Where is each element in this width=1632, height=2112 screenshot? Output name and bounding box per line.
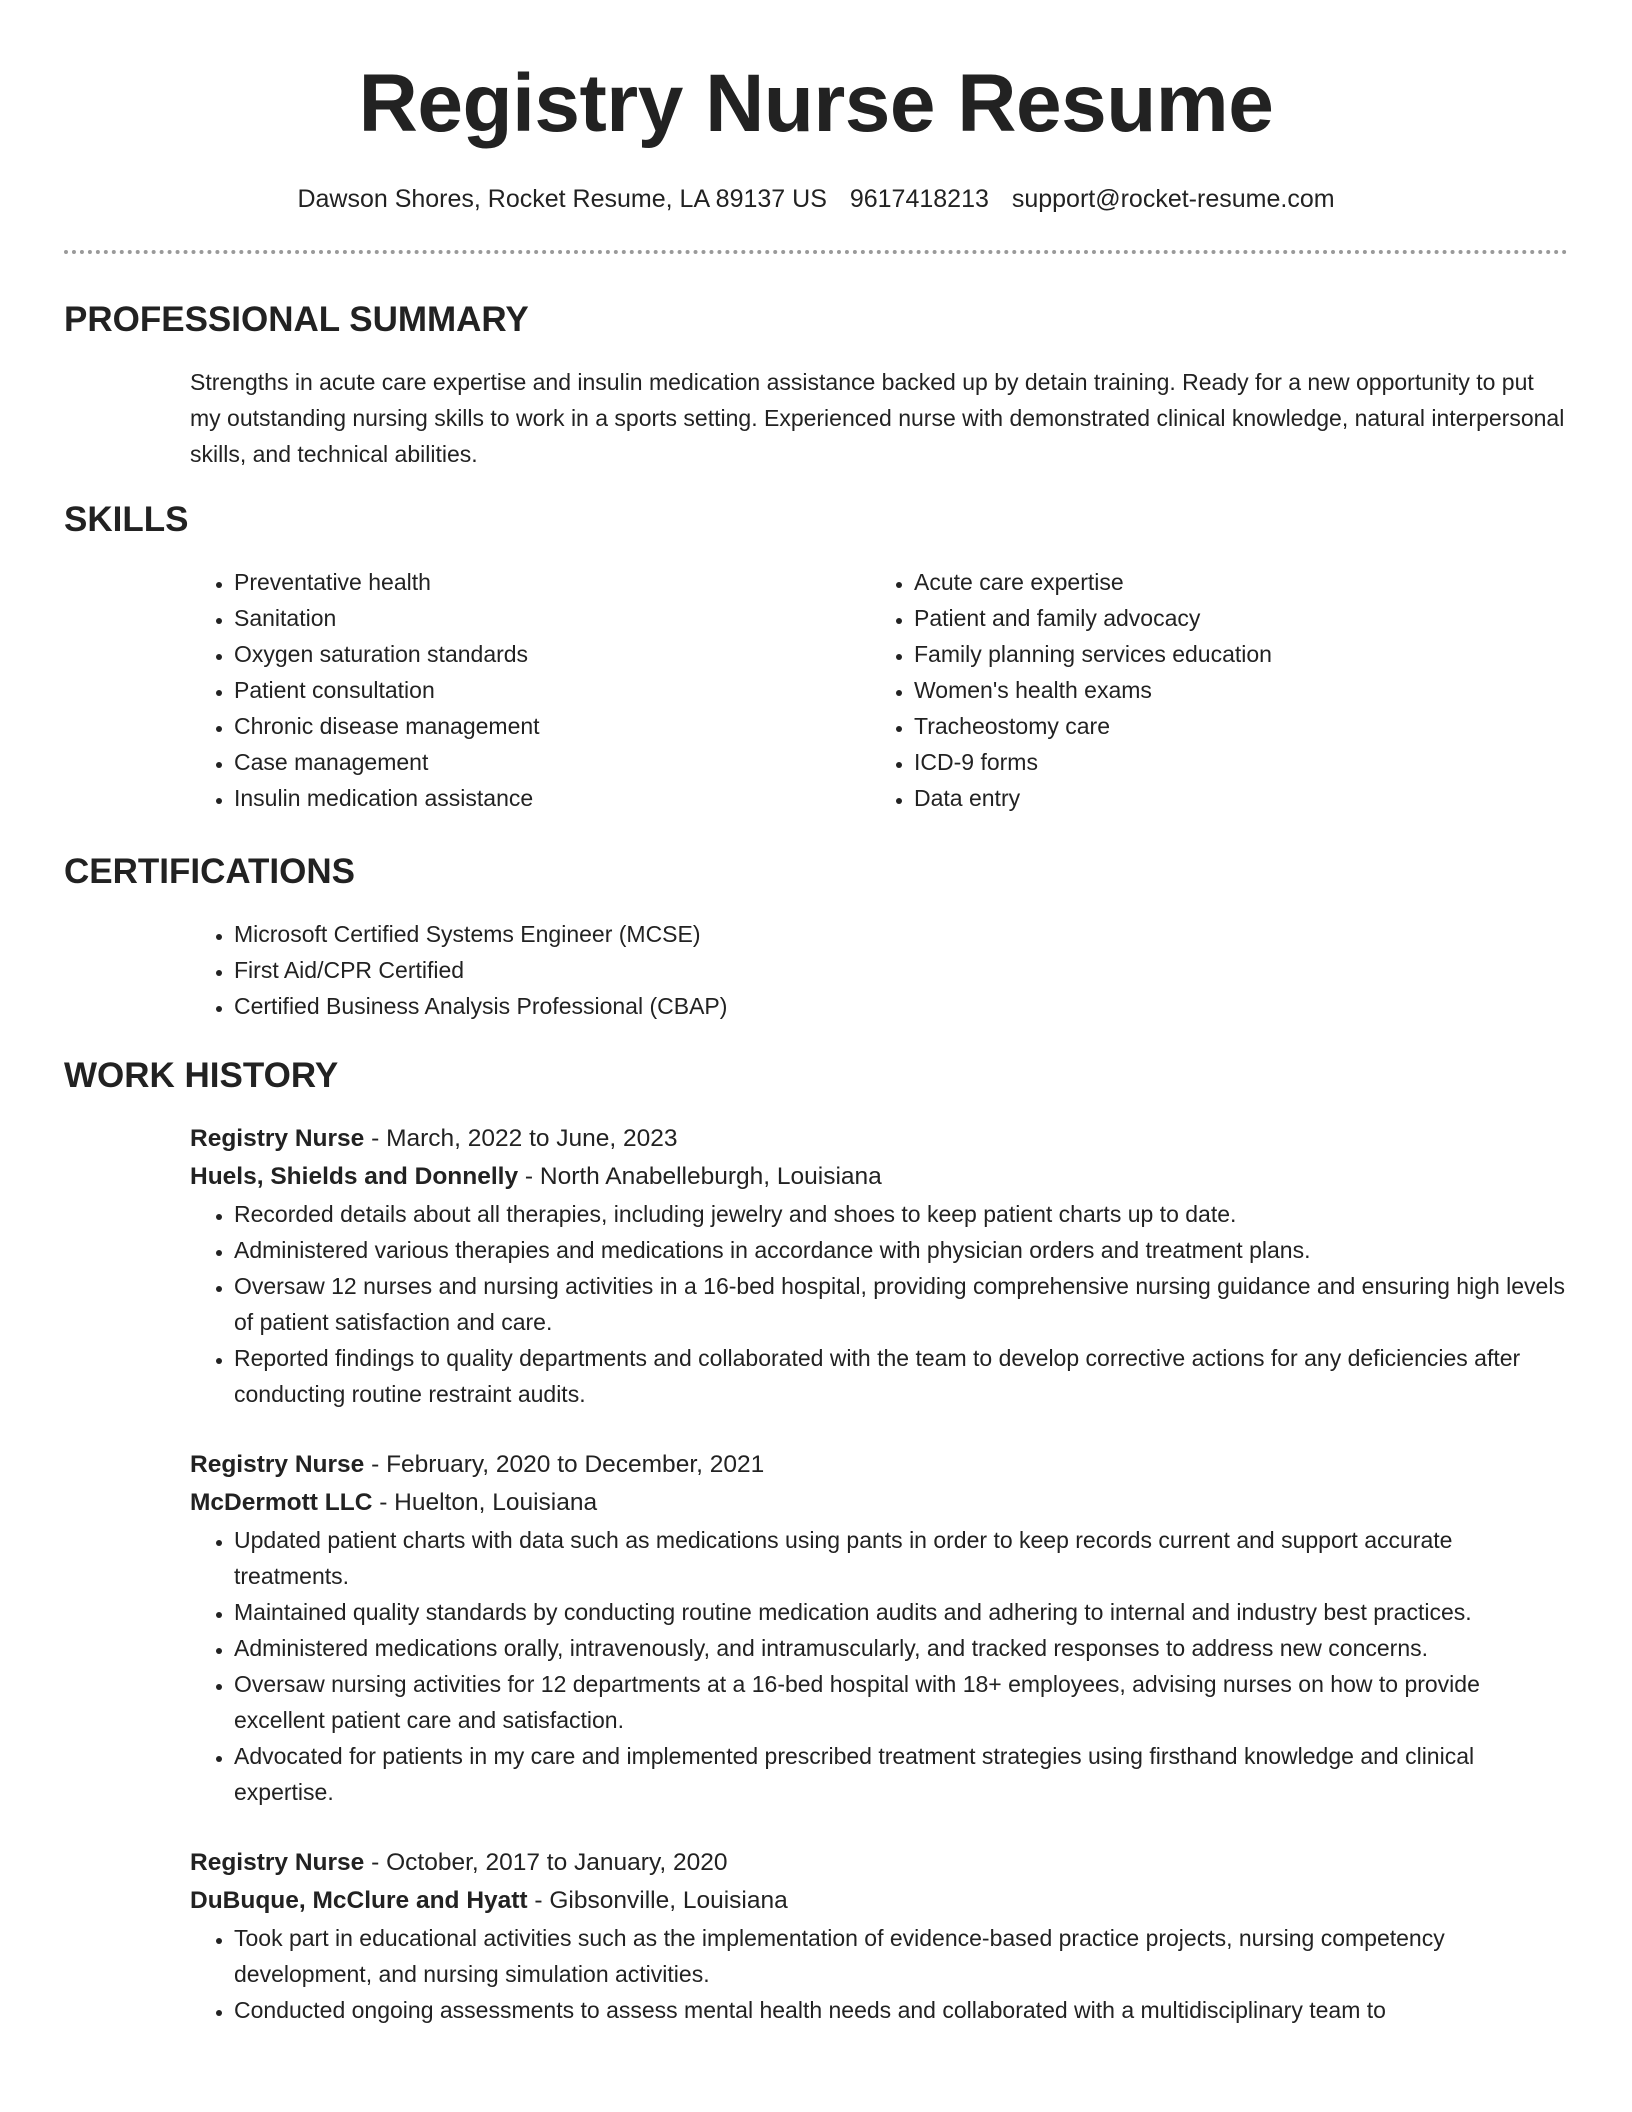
work-history-heading: WORK HISTORY: [64, 1056, 339, 1095]
job-separator: -: [364, 1125, 387, 1152]
job-bullet: • Updated patient charts with data such as medications using pants in order to keep records current and support accurate treatments.: [234, 1522, 1568, 1594]
job-entry: [190, 1120, 1568, 1412]
skill-item: • Women's health exams: [914, 672, 1550, 708]
skill-item: • Chronic disease management: [234, 708, 870, 744]
job-title: Registry Nurse: [190, 1451, 365, 1478]
skills-column-right: [870, 564, 1550, 816]
certification-item: • Certified Business Analysis Professional (CBAP): [234, 988, 1568, 1024]
summary-heading: PROFESSIONAL SUMMARY: [64, 300, 529, 339]
job-bullet: • Maintained quality standards by conducting routine medication audits and adhering to internal and industry best practices.: [234, 1594, 1568, 1630]
skills-heading: SKILLS: [64, 500, 189, 539]
job-title: Registry Nurse: [190, 1125, 365, 1152]
certification-item: • Microsoft Certified Systems Engineer (MCSE): [234, 916, 1568, 952]
job-location: North Anabelleburgh, Louisiana: [539, 1163, 882, 1190]
summary-text: Strengths in acute care expertise and insulin medication assistance backed up by detain training. Ready for a new opportunity to put my outstanding nursing skills to work in a sports setting. Experienced nurse with demonstrated clinical knowledge, natural interpersonal skills, and technical abilities.: [190, 369, 1565, 467]
job-separator: -: [364, 1849, 387, 1876]
contact-address: Dawson Shores, Rocket Resume, LA 89137 US: [297, 185, 827, 213]
skill-item: • Data entry: [914, 780, 1550, 816]
job-dates: March, 2022 to June, 2023: [386, 1125, 678, 1152]
certifications-list-wrap: [190, 916, 1568, 1024]
job-bullet: • Oversaw 12 nurses and nursing activities in a 16-bed hospital, providing comprehensive nursing guidance and ensuring high levels of patient satisfaction and care.: [234, 1268, 1568, 1340]
skills-section: [64, 498, 1568, 816]
resume-title: Registry Nurse Resume: [358, 58, 1274, 149]
skills-column-left: [190, 564, 870, 816]
job-entry: [190, 1844, 1568, 2028]
job-bullet: • Recorded details about all therapies, including jewelry and shoes to keep patient charts up to date.: [234, 1196, 1568, 1232]
skill-item: • Patient and family advocacy: [914, 600, 1550, 636]
job-title-line: [190, 1446, 1568, 1484]
summary-section: [64, 298, 1568, 472]
skill-item: • Sanitation: [234, 600, 870, 636]
skill-item: • Tracheostomy care: [914, 708, 1550, 744]
skills-columns: [190, 564, 1568, 816]
job-separator: -: [527, 1887, 550, 1914]
job-bullet: • Reported findings to quality departments and collaborated with the team to develop corrective actions for any deficiencies after conducting routine restraint audits.: [234, 1340, 1568, 1412]
contact-line: [64, 182, 1568, 216]
job-title-line: [190, 1120, 1568, 1158]
job-title-line: [190, 1844, 1568, 1882]
job-bullet: • Took part in educational activities such as the implementation of evidence-based practice projects, nursing competency development, and nursing simulation activities.: [234, 1920, 1568, 1992]
contact-phone: 9617418213: [849, 185, 989, 213]
job-company-line: [190, 1484, 1568, 1522]
job-bullet: • Oversaw nursing activities for 12 departments at a 16-bed hospital with 18+ employees, advising nurses on how to provide excellent patient care and satisfaction.: [234, 1666, 1568, 1738]
job-location: Gibsonville, Louisiana: [549, 1887, 788, 1914]
skills-list-left: [190, 564, 870, 816]
contact-email: support@rocket-resume.com: [1011, 185, 1335, 213]
skill-item: • Patient consultation: [234, 672, 870, 708]
skill-item: • Insulin medication assistance: [234, 780, 870, 816]
certifications-heading: CERTIFICATIONS: [64, 852, 356, 891]
skill-item: • Oxygen saturation standards: [234, 636, 870, 672]
skills-list-right: [870, 564, 1550, 816]
job-bullet: • Administered various therapies and medications in accordance with physician orders and treatment plans.: [234, 1232, 1568, 1268]
job-entry: [190, 1446, 1568, 1810]
job-bullets: [190, 1196, 1568, 1412]
job-company: Huels, Shields and Donnelly: [190, 1163, 519, 1190]
job-location: Huelton, Louisiana: [394, 1489, 598, 1516]
job-dates: October, 2017 to January, 2020: [386, 1849, 728, 1876]
job-company-line: [190, 1882, 1568, 1920]
job-bullet: • Administered medications orally, intravenously, and intramuscularly, and tracked responses to address new concerns.: [234, 1630, 1568, 1666]
skill-item: • ICD-9 forms: [914, 744, 1550, 780]
skill-item: • Case management: [234, 744, 870, 780]
header-divider: [64, 250, 1568, 254]
certifications-list: [190, 916, 1568, 1024]
job-company: McDermott LLC: [190, 1489, 373, 1516]
job-separator: -: [518, 1163, 540, 1190]
skill-item: • Family planning services education: [914, 636, 1550, 672]
certifications-section: [64, 850, 1568, 1024]
job-bullets: [190, 1522, 1568, 1810]
job-bullet: • Advocated for patients in my care and implemented prescribed treatment strategies using firsthand knowledge and clinical expertise.: [234, 1738, 1568, 1810]
job-company-line: [190, 1158, 1568, 1196]
skill-item: • Acute care expertise: [914, 564, 1550, 600]
skill-item: • Preventative health: [234, 564, 870, 600]
job-title: Registry Nurse: [190, 1849, 365, 1876]
job-bullets: [190, 1920, 1568, 2028]
job-separator: -: [364, 1451, 387, 1478]
job-dates: February, 2020 to December, 2021: [386, 1451, 765, 1478]
work-history-section: [64, 1054, 1568, 2028]
certification-item: • First Aid/CPR Certified: [234, 952, 1568, 988]
job-bullet: • Conducted ongoing assessments to assess mental health needs and collaborated with a multidisciplinary team to: [234, 1992, 1568, 2028]
job-company: DuBuque, McClure and Hyatt: [190, 1887, 528, 1914]
job-separator: -: [372, 1489, 395, 1516]
